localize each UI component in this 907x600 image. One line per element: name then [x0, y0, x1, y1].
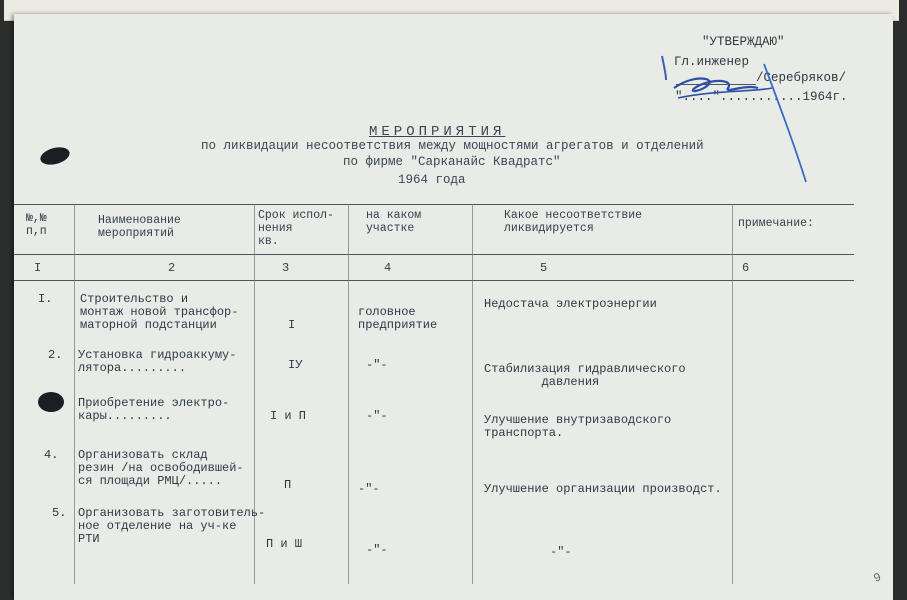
ink-blot [38, 392, 64, 412]
row-number: 5. [52, 506, 67, 520]
column-divider [348, 204, 349, 584]
row-site: -"- [366, 409, 388, 423]
chief-engineer-title: Гл.инженер [674, 55, 750, 69]
row-site: -"- [358, 482, 380, 496]
row-mismatch: -"- [550, 545, 572, 559]
row-deadline: П [284, 478, 292, 492]
column-divider [732, 204, 733, 584]
header-deadline: Срок испол- нения кв. [258, 209, 334, 248]
page-mark: 9 [871, 570, 884, 586]
signatory-name: /Серебряков/ [756, 71, 847, 85]
row-mismatch: Недостача электроэнергии [484, 297, 657, 311]
header-mismatch: Какое несоответствие ликвидируется [504, 209, 643, 235]
row-site: -"- [366, 358, 388, 372]
column-number-rule [14, 280, 854, 281]
table-top-rule [14, 204, 854, 205]
document-page [14, 14, 893, 600]
row-deadline: I и П [270, 409, 307, 423]
document-title: МЕРОПРИЯТИЯ [369, 124, 506, 140]
row-deadline: IУ [288, 358, 303, 372]
row-mismatch: Улучшение организации производст. [484, 482, 722, 496]
row-site: -"- [366, 543, 388, 557]
row-number: 2. [48, 348, 63, 362]
handwritten-signature [654, 44, 814, 184]
header-bottom-rule [14, 254, 854, 255]
row-measure-name: Установка гидроаккуму- лятора......... [78, 348, 237, 375]
row-deadline: П и Ш [266, 537, 303, 551]
column-number: I [34, 261, 42, 275]
approval-label: "УТВЕРЖДАЮ" [702, 35, 785, 49]
header-number: №,№ п,п [26, 212, 47, 238]
column-number: 6 [742, 261, 750, 275]
company-line: по фирме "Сарканайс Квадратс" [343, 155, 561, 169]
row-number: 4. [44, 448, 59, 462]
header-note: примечание: [738, 217, 814, 230]
row-measure-name: Организовать заготовитель- ное отделение на уч-ке РТИ [78, 506, 266, 546]
column-divider [74, 204, 75, 584]
column-number: 3 [282, 261, 290, 275]
header-site: на каком участке [366, 209, 422, 235]
row-measure-name: Приобретение электро- кары......... [78, 396, 230, 423]
row-mismatch: Стабилизация гидравлического давления [484, 362, 686, 389]
row-site: головное предприятие [358, 305, 438, 332]
row-mismatch: Улучшение внутризаводского транспорта. [484, 413, 672, 440]
column-divider [472, 204, 473, 584]
row-number: I. [38, 292, 53, 306]
column-number: 4 [384, 261, 392, 275]
document-subtitle: по ликвидации несоответствия между мощностями агрегатов и отделений [201, 139, 704, 153]
row-measure-name: Строительство и монтаж новой трансфор- маторной подстанции [80, 292, 239, 332]
row-deadline: I [288, 318, 296, 332]
approval-date: "...."...........1964г. [675, 90, 848, 104]
header-measure-name: Наименование мероприятий [98, 214, 181, 240]
column-number: 2 [168, 261, 176, 275]
year-line: 1964 года [398, 173, 466, 187]
column-number: 5 [540, 261, 548, 275]
row-measure-name: Организовать склад резин /на освободившей- ся площади РМЦ/..... [78, 448, 244, 488]
ink-blot [38, 144, 71, 167]
